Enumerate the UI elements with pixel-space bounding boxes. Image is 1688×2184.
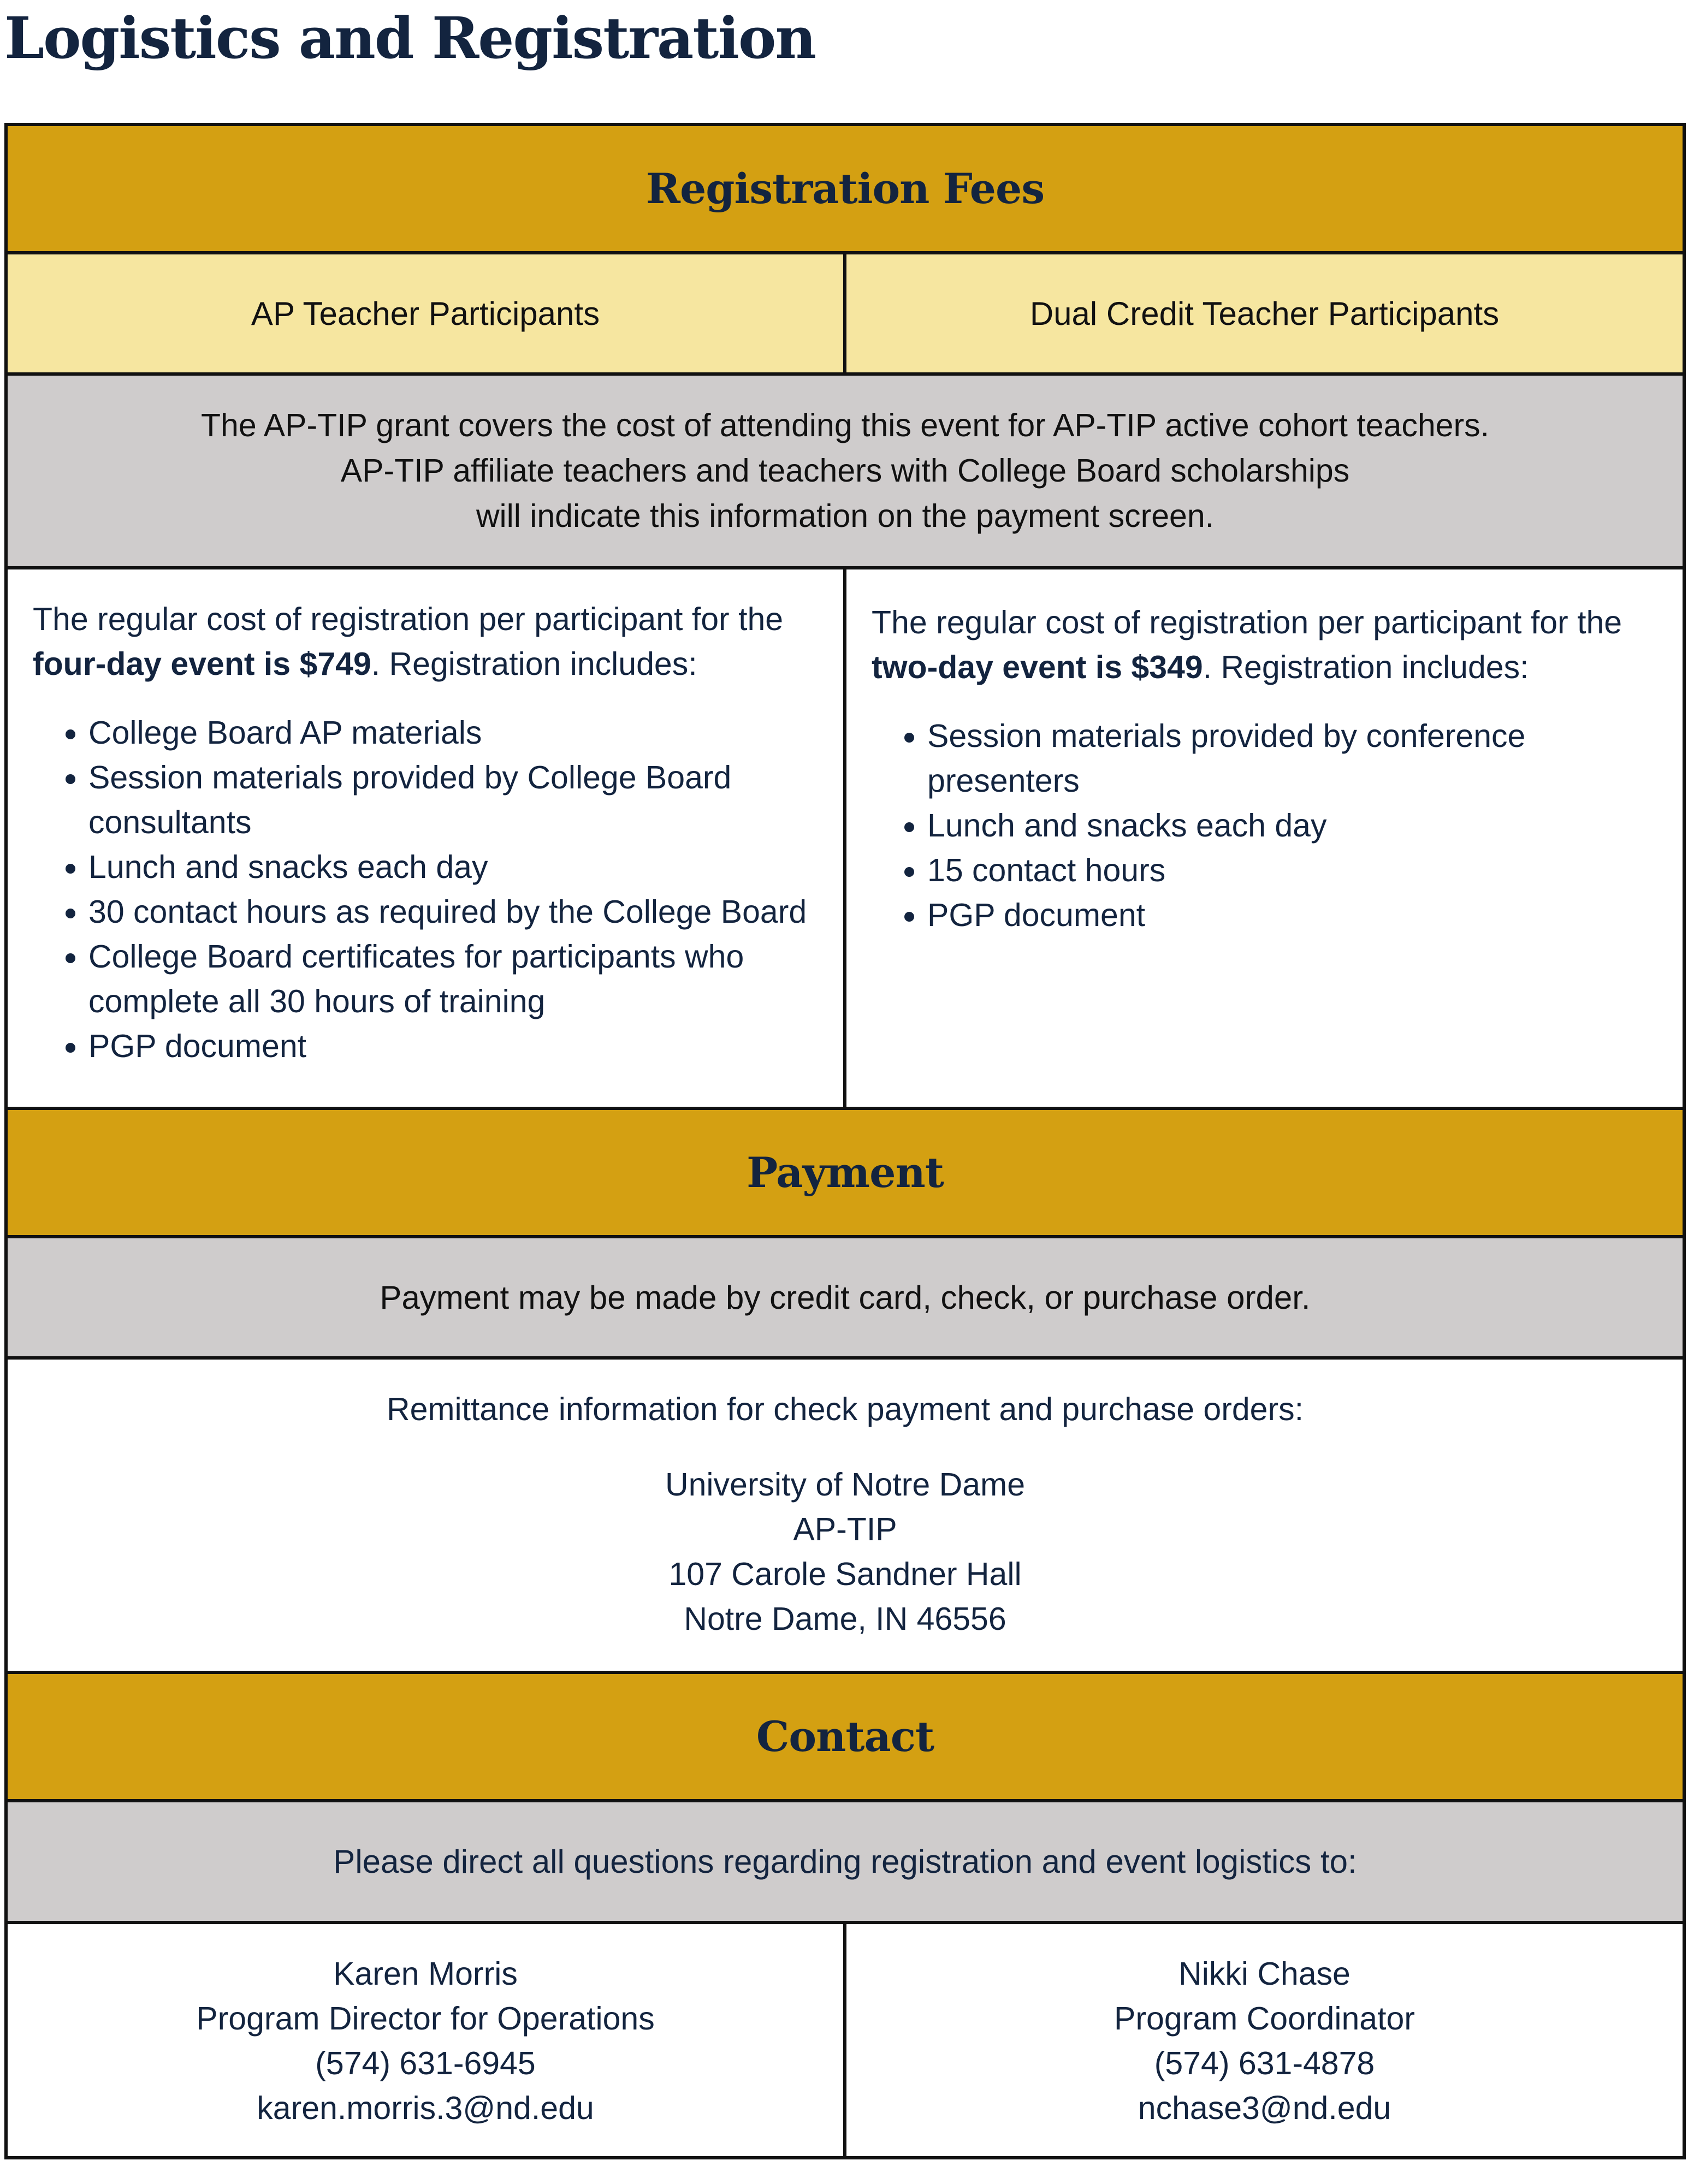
list-item: • PGP document <box>927 893 1661 937</box>
contact-intro-text: Please direct all questions regarding registration and event logistics to: <box>333 1843 1357 1880</box>
list-item: • College Board AP materials <box>88 710 827 755</box>
contact-phone[interactable]: (574) 631-4878 <box>1154 2045 1375 2081</box>
address-line: Notre Dame, IN 46556 <box>684 1601 1006 1637</box>
grant-note-text <box>201 403 1489 539</box>
dual-cost-includes: . Registration includes: <box>1203 649 1529 685</box>
ap-cost-includes: . Registration includes: <box>371 646 697 682</box>
list-item: • 15 contact hours <box>927 848 1661 893</box>
page-title: Logistics and Registration <box>4 4 815 72</box>
contact-email[interactable]: nchase3@nd.edu <box>1138 2090 1391 2126</box>
ap-cost-description <box>33 597 827 686</box>
list-item: • 30 contact hours as required by the College Board <box>88 889 827 934</box>
ap-teacher-header: AP Teacher Participants <box>8 254 846 372</box>
contact-intro <box>8 1802 1683 1924</box>
contact-email[interactable]: karen.morris.3@nd.edu <box>257 2090 594 2126</box>
list-item: • Lunch and snacks each day <box>88 845 827 889</box>
list-item: • College Board certificates for participants who complete all 30 hours of training <box>88 934 827 1024</box>
list-item: • PGP document <box>88 1024 827 1069</box>
contact-card-karen-morris <box>8 1924 846 2156</box>
grant-note-line: will indicate this information on the payment screen. <box>476 498 1215 534</box>
payment-methods <box>8 1238 1683 1360</box>
list-item: • Lunch and snacks each day <box>927 803 1661 848</box>
payment-header <box>8 1110 1683 1238</box>
remittance-info <box>8 1360 1683 1674</box>
dual-credit-cost-description <box>872 600 1661 690</box>
grant-note <box>8 376 1683 569</box>
ap-cost-details <box>8 569 846 1107</box>
remittance-address <box>8 1462 1683 1641</box>
dual-credit-inclusions-list <box>872 714 1661 937</box>
registration-fees-title: Registration Fees <box>645 164 1045 213</box>
participant-type-headers <box>8 254 1683 376</box>
contact-role: Program Coordinator <box>1114 2001 1415 2037</box>
registration-cost-details <box>8 569 1683 1110</box>
contact-card-nikki-chase <box>846 1924 1683 2156</box>
grant-note-line: AP-TIP affiliate teachers and teachers with College Board scholarships <box>340 453 1350 489</box>
grant-note-line: The AP-TIP grant covers the cost of attending this event for AP-TIP active cohort teachers. <box>200 407 1490 443</box>
list-item: • Session materials provided by conference presenters <box>927 714 1661 803</box>
ap-inclusions-list <box>33 710 827 1069</box>
contact-header <box>8 1674 1683 1802</box>
ap-cost-text: The regular cost of registration per participant for the <box>33 601 784 637</box>
ap-cost-amount: four-day event is $749 <box>33 646 371 682</box>
contact-name: Nikki Chase <box>1178 1956 1351 1992</box>
dual-cost-text: The regular cost of registration per participant for the <box>872 604 1622 640</box>
registration-fees-header <box>8 126 1683 254</box>
dual-cost-amount: two-day event is $349 <box>872 649 1203 685</box>
dual-credit-cost-details <box>846 569 1683 1107</box>
contact-title: Contact <box>756 1712 934 1761</box>
contact-name: Karen Morris <box>333 1956 518 1992</box>
address-line: AP-TIP <box>793 1511 897 1547</box>
contact-role: Program Director for Operations <box>196 2001 655 2037</box>
remittance-block <box>8 1360 1683 1641</box>
contact-people <box>8 1924 1683 2156</box>
dual-credit-teacher-header: Dual Credit Teacher Participants <box>1029 295 1500 332</box>
logistics-table <box>4 123 1686 2159</box>
address-line: 107 Carole Sandner Hall <box>668 1556 1022 1592</box>
payment-methods-text: Payment may be made by credit card, check, or purchase order. <box>380 1279 1311 1316</box>
payment-title: Payment <box>747 1148 944 1197</box>
remittance-heading: Remittance information for check payment and purchase orders: <box>386 1391 1304 1427</box>
address-line: University of Notre Dame <box>665 1467 1026 1503</box>
contact-phone[interactable]: (574) 631-6945 <box>315 2045 536 2081</box>
list-item: • Session materials provided by College Board consultants <box>88 755 827 845</box>
